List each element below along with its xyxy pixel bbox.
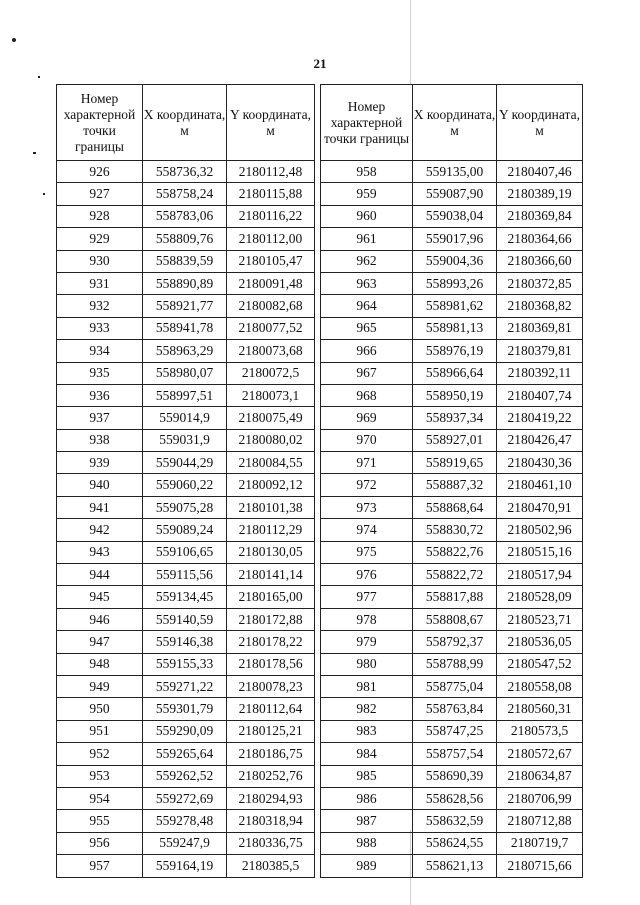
point-number-cell: 966 — [321, 340, 413, 362]
x-coordinate-cell: 558690,39 — [413, 765, 497, 787]
table-row — [321, 183, 583, 205]
y-coordinate-cell: 2180419,22 — [497, 407, 583, 429]
scan-dot — [12, 38, 16, 42]
y-coordinate-cell: 2180112,64 — [227, 698, 315, 720]
y-coordinate-cell: 2180364,66 — [497, 228, 583, 250]
x-coordinate-cell: 558993,26 — [413, 272, 497, 294]
table-row — [57, 429, 315, 451]
table-row — [321, 787, 583, 809]
table-row — [57, 340, 315, 362]
point-number-cell: 953 — [57, 765, 143, 787]
table-row — [321, 720, 583, 742]
y-coordinate-cell: 2180528,09 — [497, 586, 583, 608]
point-number-cell: 942 — [57, 519, 143, 541]
x-coordinate-cell: 558809,76 — [143, 228, 227, 250]
point-number-cell: 985 — [321, 765, 413, 787]
y-coordinate-cell: 2180426,47 — [497, 429, 583, 451]
x-coordinate-cell: 558950,19 — [413, 384, 497, 406]
point-number-cell: 951 — [57, 720, 143, 742]
y-coordinate-cell: 2180369,84 — [497, 205, 583, 227]
table-row — [57, 855, 315, 877]
scan-dot — [38, 76, 40, 78]
point-number-cell: 949 — [57, 675, 143, 697]
y-coordinate-cell: 2180077,52 — [227, 317, 315, 339]
x-coordinate-cell: 559004,36 — [413, 250, 497, 272]
y-coordinate-cell: 2180369,81 — [497, 317, 583, 339]
y-coordinate-cell: 2180430,36 — [497, 452, 583, 474]
x-coordinate-cell: 559031,9 — [143, 429, 227, 451]
point-number-cell: 975 — [321, 541, 413, 563]
y-coordinate-cell: 2180366,60 — [497, 250, 583, 272]
point-number-cell: 972 — [321, 474, 413, 496]
x-coordinate-cell: 558736,32 — [143, 161, 227, 183]
table-row — [57, 564, 315, 586]
table-header-row — [321, 85, 583, 161]
x-coordinate-cell: 558890,89 — [143, 272, 227, 294]
x-coordinate-cell: 558919,65 — [413, 452, 497, 474]
x-coordinate-cell: 559115,56 — [143, 564, 227, 586]
table-row — [57, 720, 315, 742]
x-coordinate-cell: 558868,64 — [413, 496, 497, 518]
x-coordinate-cell: 559272,69 — [143, 787, 227, 809]
table-body-left — [57, 161, 315, 878]
point-number-cell: 944 — [57, 564, 143, 586]
point-number-cell: 973 — [321, 496, 413, 518]
table-row — [57, 384, 315, 406]
x-coordinate-cell: 558963,29 — [143, 340, 227, 362]
y-coordinate-cell: 2180072,5 — [227, 362, 315, 384]
table-row — [321, 362, 583, 384]
y-coordinate-cell: 2180130,05 — [227, 541, 315, 563]
table-row — [57, 787, 315, 809]
x-coordinate-cell: 558808,67 — [413, 608, 497, 630]
table-row — [57, 631, 315, 653]
x-coordinate-cell: 559044,29 — [143, 452, 227, 474]
x-coordinate-cell: 558758,24 — [143, 183, 227, 205]
x-coordinate-cell: 558628,56 — [413, 787, 497, 809]
table-header-row — [57, 85, 315, 161]
point-number-cell: 954 — [57, 787, 143, 809]
table-row — [57, 295, 315, 317]
point-number-cell: 941 — [57, 496, 143, 518]
y-coordinate-cell: 2180461,10 — [497, 474, 583, 496]
point-number-cell: 962 — [321, 250, 413, 272]
y-coordinate-cell: 2180073,1 — [227, 384, 315, 406]
point-number-cell: 981 — [321, 675, 413, 697]
point-number-cell: 958 — [321, 161, 413, 183]
table-row — [321, 519, 583, 541]
y-coordinate-cell: 2180125,21 — [227, 720, 315, 742]
y-coordinate-cell: 2180112,00 — [227, 228, 315, 250]
y-coordinate-cell: 2180560,31 — [497, 698, 583, 720]
header-y-coordinate: Y координата, м — [497, 85, 583, 161]
y-coordinate-cell: 2180712,88 — [497, 810, 583, 832]
x-coordinate-cell: 558927,01 — [413, 429, 497, 451]
table-body-right — [321, 161, 583, 878]
y-coordinate-cell: 2180572,67 — [497, 743, 583, 765]
point-number-cell: 989 — [321, 855, 413, 877]
table-row — [57, 496, 315, 518]
point-number-cell: 946 — [57, 608, 143, 630]
x-coordinate-cell: 559146,38 — [143, 631, 227, 653]
point-number-cell: 940 — [57, 474, 143, 496]
table-row — [57, 541, 315, 563]
x-coordinate-cell: 559265,64 — [143, 743, 227, 765]
header-y-coordinate: Y координата, м — [227, 85, 315, 161]
point-number-cell: 957 — [57, 855, 143, 877]
y-coordinate-cell: 2180141,14 — [227, 564, 315, 586]
point-number-cell: 926 — [57, 161, 143, 183]
table-row — [321, 541, 583, 563]
point-number-cell: 987 — [321, 810, 413, 832]
x-coordinate-cell: 558788,99 — [413, 653, 497, 675]
x-coordinate-cell: 558632,59 — [413, 810, 497, 832]
y-coordinate-cell: 2180116,22 — [227, 205, 315, 227]
x-coordinate-cell: 558822,72 — [413, 564, 497, 586]
table-row — [321, 631, 583, 653]
table-row — [57, 586, 315, 608]
x-coordinate-cell: 559278,48 — [143, 810, 227, 832]
table-row — [57, 810, 315, 832]
y-coordinate-cell: 2180101,38 — [227, 496, 315, 518]
x-coordinate-cell: 559135,00 — [413, 161, 497, 183]
x-coordinate-cell: 558747,25 — [413, 720, 497, 742]
x-coordinate-cell: 558887,32 — [413, 474, 497, 496]
point-number-cell: 936 — [57, 384, 143, 406]
x-coordinate-cell: 558981,13 — [413, 317, 497, 339]
y-coordinate-cell: 2180105,47 — [227, 250, 315, 272]
point-number-cell: 967 — [321, 362, 413, 384]
point-number-cell: 979 — [321, 631, 413, 653]
table-row — [321, 340, 583, 362]
point-number-cell: 948 — [57, 653, 143, 675]
table-row — [321, 564, 583, 586]
point-number-cell: 969 — [321, 407, 413, 429]
point-number-cell: 955 — [57, 810, 143, 832]
y-coordinate-cell: 2180536,05 — [497, 631, 583, 653]
y-coordinate-cell: 2180112,29 — [227, 519, 315, 541]
y-coordinate-cell: 2180385,5 — [227, 855, 315, 877]
y-coordinate-cell: 2180706,99 — [497, 787, 583, 809]
y-coordinate-cell: 2180075,49 — [227, 407, 315, 429]
table-row — [321, 474, 583, 496]
table-row — [57, 474, 315, 496]
table-row — [57, 250, 315, 272]
table-row — [57, 452, 315, 474]
point-number-cell: 977 — [321, 586, 413, 608]
table-row — [57, 698, 315, 720]
point-number-cell: 968 — [321, 384, 413, 406]
scan-dot — [33, 152, 36, 154]
x-coordinate-cell: 559075,28 — [143, 496, 227, 518]
table-row — [57, 832, 315, 854]
table-row — [321, 295, 583, 317]
point-number-cell: 974 — [321, 519, 413, 541]
table-row — [321, 675, 583, 697]
table-row — [321, 272, 583, 294]
point-number-cell: 934 — [57, 340, 143, 362]
table-row — [321, 586, 583, 608]
y-coordinate-cell: 2180165,00 — [227, 586, 315, 608]
table-row — [57, 272, 315, 294]
point-number-cell: 978 — [321, 608, 413, 630]
point-number-cell: 933 — [57, 317, 143, 339]
x-coordinate-cell: 559087,90 — [413, 183, 497, 205]
table-row — [321, 407, 583, 429]
y-coordinate-cell: 2180573,5 — [497, 720, 583, 742]
y-coordinate-cell: 2180080,02 — [227, 429, 315, 451]
table-row — [57, 161, 315, 183]
point-number-cell: 928 — [57, 205, 143, 227]
point-number-cell: 939 — [57, 452, 143, 474]
point-number-cell: 930 — [57, 250, 143, 272]
x-coordinate-cell: 559247,9 — [143, 832, 227, 854]
point-number-cell: 983 — [321, 720, 413, 742]
x-coordinate-cell: 558792,37 — [413, 631, 497, 653]
y-coordinate-cell: 2180558,08 — [497, 675, 583, 697]
table-row — [321, 250, 583, 272]
table-row — [321, 161, 583, 183]
x-coordinate-cell: 558921,77 — [143, 295, 227, 317]
y-coordinate-cell: 2180470,91 — [497, 496, 583, 518]
point-number-cell: 935 — [57, 362, 143, 384]
x-coordinate-cell: 558980,07 — [143, 362, 227, 384]
table-row — [57, 608, 315, 630]
y-coordinate-cell: 2180082,68 — [227, 295, 315, 317]
y-coordinate-cell: 2180634,87 — [497, 765, 583, 787]
point-number-cell: 980 — [321, 653, 413, 675]
table-row — [57, 317, 315, 339]
point-number-cell: 976 — [321, 564, 413, 586]
x-coordinate-cell: 559106,65 — [143, 541, 227, 563]
y-coordinate-cell: 2180178,22 — [227, 631, 315, 653]
y-coordinate-cell: 2180515,16 — [497, 541, 583, 563]
y-coordinate-cell: 2180318,94 — [227, 810, 315, 832]
table-row — [321, 496, 583, 518]
header-point-number: Номер характерной точки границы — [57, 85, 143, 161]
x-coordinate-cell: 559134,45 — [143, 586, 227, 608]
table-row — [321, 810, 583, 832]
y-coordinate-cell: 2180517,94 — [497, 564, 583, 586]
y-coordinate-cell: 2180092,12 — [227, 474, 315, 496]
point-number-cell: 971 — [321, 452, 413, 474]
table-row — [321, 384, 583, 406]
table-row — [321, 832, 583, 854]
y-coordinate-cell: 2180091,48 — [227, 272, 315, 294]
x-coordinate-cell: 558830,72 — [413, 519, 497, 541]
x-coordinate-cell: 558775,04 — [413, 675, 497, 697]
x-coordinate-cell: 558783,06 — [143, 205, 227, 227]
coordinates-table-right — [320, 84, 583, 878]
x-coordinate-cell: 558757,54 — [413, 743, 497, 765]
point-number-cell: 945 — [57, 586, 143, 608]
point-number-cell: 952 — [57, 743, 143, 765]
y-coordinate-cell: 2180715,66 — [497, 855, 583, 877]
table-row — [57, 519, 315, 541]
x-coordinate-cell: 559271,22 — [143, 675, 227, 697]
point-number-cell: 963 — [321, 272, 413, 294]
y-coordinate-cell: 2180084,55 — [227, 452, 315, 474]
y-coordinate-cell: 2180368,82 — [497, 295, 583, 317]
point-number-cell: 982 — [321, 698, 413, 720]
x-coordinate-cell: 559155,33 — [143, 653, 227, 675]
y-coordinate-cell: 2180379,81 — [497, 340, 583, 362]
table-row — [57, 362, 315, 384]
table-row — [57, 675, 315, 697]
y-coordinate-cell: 2180115,88 — [227, 183, 315, 205]
point-number-cell: 961 — [321, 228, 413, 250]
point-number-cell: 965 — [321, 317, 413, 339]
point-number-cell: 960 — [321, 205, 413, 227]
point-number-cell: 937 — [57, 407, 143, 429]
y-coordinate-cell: 2180547,52 — [497, 653, 583, 675]
table-row — [321, 698, 583, 720]
point-number-cell: 927 — [57, 183, 143, 205]
x-coordinate-cell: 559017,96 — [413, 228, 497, 250]
table-row — [321, 608, 583, 630]
table-row — [321, 205, 583, 227]
table-row — [57, 407, 315, 429]
y-coordinate-cell: 2180392,11 — [497, 362, 583, 384]
x-coordinate-cell: 558976,19 — [413, 340, 497, 362]
table-row — [57, 765, 315, 787]
y-coordinate-cell: 2180719,7 — [497, 832, 583, 854]
point-number-cell: 938 — [57, 429, 143, 451]
y-coordinate-cell: 2180172,88 — [227, 608, 315, 630]
table-row — [321, 855, 583, 877]
x-coordinate-cell: 559262,52 — [143, 765, 227, 787]
table-row — [57, 183, 315, 205]
table-row — [321, 765, 583, 787]
table-row — [321, 653, 583, 675]
y-coordinate-cell: 2180407,46 — [497, 161, 583, 183]
x-coordinate-cell: 559164,19 — [143, 855, 227, 877]
y-coordinate-cell: 2180502,96 — [497, 519, 583, 541]
x-coordinate-cell: 559014,9 — [143, 407, 227, 429]
table-row — [321, 743, 583, 765]
y-coordinate-cell: 2180186,75 — [227, 743, 315, 765]
y-coordinate-cell: 2180078,23 — [227, 675, 315, 697]
x-coordinate-cell: 559301,79 — [143, 698, 227, 720]
x-coordinate-cell: 558997,51 — [143, 384, 227, 406]
header-point-number: Номер характерной точки границы — [321, 85, 413, 161]
table-row — [57, 228, 315, 250]
x-coordinate-cell: 558763,84 — [413, 698, 497, 720]
point-number-cell: 984 — [321, 743, 413, 765]
point-number-cell: 986 — [321, 787, 413, 809]
y-coordinate-cell: 2180523,71 — [497, 608, 583, 630]
x-coordinate-cell: 558937,34 — [413, 407, 497, 429]
table-row — [57, 653, 315, 675]
point-number-cell: 947 — [57, 631, 143, 653]
y-coordinate-cell: 2180336,75 — [227, 832, 315, 854]
y-coordinate-cell: 2180389,19 — [497, 183, 583, 205]
point-number-cell: 956 — [57, 832, 143, 854]
x-coordinate-cell: 558981,62 — [413, 295, 497, 317]
x-coordinate-cell: 559290,09 — [143, 720, 227, 742]
y-coordinate-cell: 2180372,85 — [497, 272, 583, 294]
x-coordinate-cell: 558822,76 — [413, 541, 497, 563]
scan-dot — [43, 193, 45, 195]
table-row — [57, 205, 315, 227]
y-coordinate-cell: 2180178,56 — [227, 653, 315, 675]
point-number-cell: 943 — [57, 541, 143, 563]
point-number-cell: 929 — [57, 228, 143, 250]
point-number-cell: 932 — [57, 295, 143, 317]
x-coordinate-cell: 558941,78 — [143, 317, 227, 339]
x-coordinate-cell: 559038,04 — [413, 205, 497, 227]
point-number-cell: 931 — [57, 272, 143, 294]
y-coordinate-cell: 2180073,68 — [227, 340, 315, 362]
table-row — [321, 228, 583, 250]
table-row — [321, 317, 583, 339]
x-coordinate-cell: 559089,24 — [143, 519, 227, 541]
table-row — [321, 429, 583, 451]
point-number-cell: 950 — [57, 698, 143, 720]
table-row — [57, 743, 315, 765]
point-number-cell: 988 — [321, 832, 413, 854]
header-x-coordinate: X координата, м — [143, 85, 227, 161]
y-coordinate-cell: 2180252,76 — [227, 765, 315, 787]
coordinates-table-left — [56, 84, 315, 878]
x-coordinate-cell: 559140,59 — [143, 608, 227, 630]
y-coordinate-cell: 2180112,48 — [227, 161, 315, 183]
point-number-cell: 970 — [321, 429, 413, 451]
x-coordinate-cell: 558839,59 — [143, 250, 227, 272]
x-coordinate-cell: 558621,13 — [413, 855, 497, 877]
page-number: 21 — [313, 56, 327, 71]
table-row — [321, 452, 583, 474]
point-number-cell: 964 — [321, 295, 413, 317]
x-coordinate-cell: 559060,22 — [143, 474, 227, 496]
x-coordinate-cell: 558817,88 — [413, 586, 497, 608]
x-coordinate-cell: 558966,64 — [413, 362, 497, 384]
y-coordinate-cell: 2180294,93 — [227, 787, 315, 809]
header-x-coordinate: X координата, м — [413, 85, 497, 161]
point-number-cell: 959 — [321, 183, 413, 205]
y-coordinate-cell: 2180407,74 — [497, 384, 583, 406]
x-coordinate-cell: 558624,55 — [413, 832, 497, 854]
